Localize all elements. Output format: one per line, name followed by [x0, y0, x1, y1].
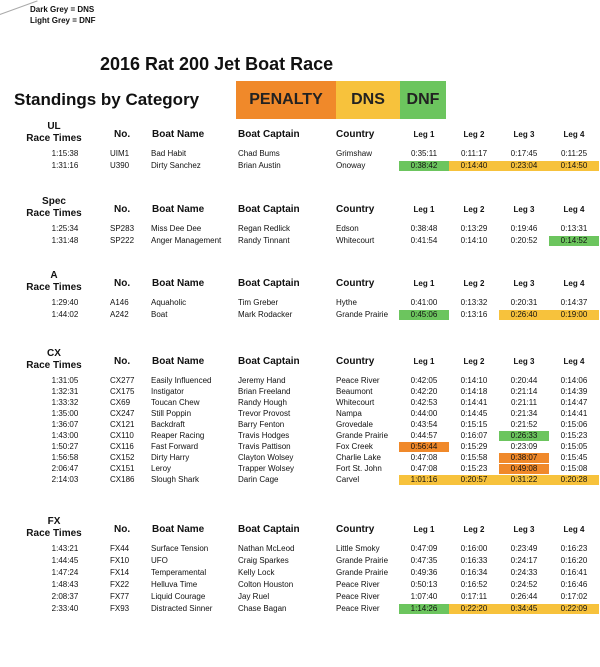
header-country: Country: [336, 278, 375, 289]
race-time: 1:31:16: [51, 161, 79, 170]
table-row: [0, 592, 600, 602]
header-leg3: Leg 3: [513, 205, 535, 214]
category-label: [14, 348, 94, 372]
leg-1-time: 0:35:11: [410, 149, 438, 158]
header-name: Boat Name: [152, 278, 205, 289]
boat-name: Reaper Racing: [151, 431, 205, 440]
table-row: [0, 420, 600, 430]
leg-3-time: 0:26:40: [499, 310, 549, 320]
leg-4-time: 0:11:25: [560, 149, 588, 158]
race-time: 2:08:37: [51, 592, 79, 601]
boat-number: CX151: [110, 464, 135, 473]
leg-1-time: 0:56:44: [399, 442, 449, 452]
leg-1-time: 0:42:05: [410, 376, 438, 385]
table-row: [0, 310, 600, 320]
table-row: [0, 580, 600, 590]
key-dns: DNS: [336, 81, 400, 119]
table-row: [0, 431, 600, 441]
category-race-times-label: Race Times: [26, 360, 82, 371]
leg-2-time: 0:15:29: [460, 442, 488, 451]
leg-4-time: 0:14:06: [560, 376, 588, 385]
boat-name: Helluva Time: [151, 580, 198, 589]
boat-name: Liquid Courage: [151, 592, 206, 601]
race-time: 2:14:03: [51, 475, 79, 484]
boat-name: Aquaholic: [151, 298, 187, 307]
boat-captain: Kelly Lock: [238, 568, 275, 577]
header-country: Country: [336, 204, 375, 215]
boat-name: Boat: [151, 310, 168, 319]
country: Hythe: [336, 298, 357, 307]
leg-4-time: 0:16:20: [560, 556, 588, 565]
leg-1-time: 0:44:57: [410, 431, 438, 440]
boat-number: FX10: [110, 556, 130, 565]
leg-1-time: 0:38:48: [410, 224, 438, 233]
leg-3-time: 0:24:17: [510, 556, 538, 565]
country: Grande Prairie: [336, 431, 389, 440]
leg-4-time: 0:15:23: [560, 431, 588, 440]
table-row: [0, 556, 600, 566]
page-subtitle: Standings by Category: [14, 90, 200, 109]
leg-1-time: 0:43:54: [410, 420, 438, 429]
category-label: [14, 270, 94, 294]
boat-name: Miss Dee Dee: [151, 224, 202, 233]
leg-2-time: 0:13:32: [460, 298, 488, 307]
leg-2-time: 0:14:18: [460, 387, 488, 396]
leg-4-time: 0:19:00: [549, 310, 599, 320]
note-dark-grey: Dark Grey = DNS: [30, 5, 95, 14]
leg-4-time: 0:15:06: [560, 420, 588, 429]
boat-name: Backdraft: [151, 420, 185, 429]
header-leg1: Leg 1: [413, 525, 435, 534]
leg-3-time: 0:49:08: [499, 464, 549, 474]
boat-name: Toucan Chew: [151, 398, 200, 407]
boat-name: Dirty Sanchez: [151, 161, 201, 170]
leg-1-time: 0:45:06: [399, 310, 449, 320]
boat-name: Surface Tension: [151, 544, 209, 553]
category-label: [14, 196, 94, 220]
header-leg4: Leg 4: [563, 130, 585, 139]
leg-4-time: 0:20:28: [549, 475, 599, 485]
key-penalty: PENALTY: [236, 81, 336, 119]
header-name: Boat Name: [152, 129, 205, 140]
leg-1-time: 1:07:40: [410, 592, 438, 601]
country: Carvel: [336, 475, 360, 484]
leg-1-time: 0:44:00: [410, 409, 438, 418]
boat-name: Anger Management: [151, 236, 222, 245]
race-time: 1:43:21: [51, 544, 79, 553]
leg-3-time: 0:23:49: [510, 544, 538, 553]
boat-name: Leroy: [151, 464, 172, 473]
boat-number: CX121: [110, 420, 135, 429]
table-row: [0, 387, 600, 397]
leg-1-time: 0:47:35: [410, 556, 438, 565]
leg-3-time: 0:24:52: [510, 580, 538, 589]
leg-2-time: 0:14:10: [460, 376, 488, 385]
category-name: A: [50, 270, 58, 281]
header-leg2: Leg 2: [463, 130, 485, 139]
header-leg3: Leg 3: [513, 525, 535, 534]
leg-1-time: 0:42:20: [410, 387, 438, 396]
boat-number: CX277: [110, 376, 135, 385]
leg-4-time: 0:16:41: [560, 568, 588, 577]
header-leg2: Leg 2: [463, 205, 485, 214]
header-no: No.: [114, 129, 131, 140]
header-leg1: Leg 1: [413, 130, 435, 139]
note-light-grey: Light Grey = DNF: [30, 16, 96, 25]
header-no: No.: [114, 204, 131, 215]
color-note: [30, 4, 96, 26]
header-captain: Boat Captain: [238, 129, 300, 140]
race-time: 1:32:31: [51, 387, 79, 396]
header-country: Country: [336, 129, 375, 140]
boat-number: CX110: [110, 431, 134, 440]
leg-2-time: 0:15:58: [460, 453, 488, 462]
country: Beaumont: [336, 387, 373, 396]
boat-number: FX14: [110, 568, 130, 577]
country: Grande Prairie: [336, 568, 389, 577]
race-time: 2:06:47: [51, 464, 79, 473]
header-captain: Boat Captain: [238, 356, 300, 367]
category-race-times-label: Race Times: [26, 208, 82, 219]
leg-2-time: 0:15:23: [460, 464, 488, 473]
boat-captain: Craig Sparkes: [238, 556, 289, 565]
boat-captain: Tim Greber: [238, 298, 279, 307]
leg-3-time: 0:26:44: [510, 592, 538, 601]
leg-2-time: 0:14:10: [460, 236, 488, 245]
header-country: Country: [336, 524, 375, 535]
table-row: [0, 224, 600, 234]
leg-2-time: 0:14:45: [460, 409, 488, 418]
category-name: Spec: [42, 196, 66, 207]
country: Little Smoky: [336, 544, 380, 553]
leg-3-time: 0:21:34: [510, 409, 538, 418]
leg-1-time: 0:41:54: [410, 236, 438, 245]
boat-name: Instigator: [151, 387, 184, 396]
leg-4-time: 0:22:09: [549, 604, 599, 614]
header-leg3: Leg 3: [513, 357, 535, 366]
boat-captain: Barry Fenton: [238, 420, 285, 429]
leg-3-time: 0:20:52: [510, 236, 538, 245]
boat-number: UIM1: [110, 149, 130, 158]
boat-number: CX69: [110, 398, 131, 407]
leg-4-time: 0:14:52: [549, 236, 599, 246]
leg-3-time: 0:23:09: [510, 442, 538, 451]
country: Edson: [336, 224, 359, 233]
boat-number: SP283: [110, 224, 135, 233]
boat-captain: Trapper Wolsey: [238, 464, 295, 473]
boat-number: CX247: [110, 409, 135, 418]
boat-number: CX116: [110, 442, 134, 451]
leg-2-time: 0:14:41: [460, 398, 488, 407]
leg-4-time: 0:14:50: [549, 161, 599, 171]
race-time: 1:25:34: [51, 224, 79, 233]
boat-captain: Nathan McLeod: [238, 544, 295, 553]
race-time: 1:48:43: [51, 580, 79, 589]
race-time: 1:36:07: [51, 420, 79, 429]
leg-2-time: 0:15:15: [460, 420, 488, 429]
header-leg3: Leg 3: [513, 279, 535, 288]
boat-captain: Jay Ruel: [238, 592, 270, 601]
boat-number: CX186: [110, 475, 135, 484]
boat-captain: Chad Bums: [238, 149, 280, 158]
race-time: 1:44:45: [51, 556, 79, 565]
header-leg3: Leg 3: [513, 130, 535, 139]
leg-2-time: 0:22:20: [449, 604, 499, 614]
category-name: UL: [47, 121, 61, 132]
leg-4-time: 0:14:41: [560, 409, 588, 418]
header-no: No.: [114, 356, 131, 367]
leg-4-time: 0:16:23: [560, 544, 588, 553]
header-leg4: Leg 4: [563, 205, 585, 214]
boat-captain: Brian Freeland: [238, 387, 291, 396]
table-row: [0, 464, 600, 474]
header-leg1: Leg 1: [413, 279, 435, 288]
boat-captain: Travis Pattison: [238, 442, 291, 451]
boat-captain: Darin Cage: [238, 475, 279, 484]
boat-number: SP222: [110, 236, 135, 245]
leg-1-time: 0:50:13: [410, 580, 438, 589]
country: Grovedale: [336, 420, 373, 429]
leg-3-time: 0:21:14: [510, 387, 538, 396]
boat-captain: Brian Austin: [238, 161, 281, 170]
header-captain: Boat Captain: [238, 278, 300, 289]
key-dnf: DNF: [400, 81, 446, 119]
table-row: [0, 376, 600, 386]
category-race-times-label: Race Times: [26, 528, 82, 539]
boat-number: A146: [110, 298, 129, 307]
country: Fort St. John: [336, 464, 382, 473]
category-race-times-label: Race Times: [26, 133, 82, 144]
table-row: [0, 568, 600, 578]
race-time: 1:47:24: [51, 568, 79, 577]
boat-captain: Colton Houston: [238, 580, 294, 589]
header-leg4: Leg 4: [563, 525, 585, 534]
boat-captain: Randy Hough: [238, 398, 287, 407]
boat-number: U390: [110, 161, 130, 170]
header-leg1: Leg 1: [413, 357, 435, 366]
leg-1-time: 1:14:26: [399, 604, 449, 614]
leg-3-time: 0:21:52: [510, 420, 538, 429]
boat-name: Still Poppin: [151, 409, 192, 418]
boat-number: FX77: [110, 592, 130, 601]
leg-4-time: 0:14:47: [560, 398, 588, 407]
country: Grande Prairie: [336, 556, 389, 565]
boat-captain: Jeremy Hand: [238, 376, 286, 385]
boat-name: Slough Shark: [151, 475, 200, 484]
leg-2-time: 0:14:40: [449, 161, 499, 171]
table-row: [0, 442, 600, 452]
leg-4-time: 0:15:08: [560, 464, 588, 473]
leg-1-time: 0:38:42: [399, 161, 449, 171]
leg-4-time: 0:14:39: [560, 387, 588, 396]
boat-captain: Clayton Wolsey: [238, 453, 294, 462]
header-leg2: Leg 2: [463, 525, 485, 534]
leg-1-time: 0:49:36: [410, 568, 438, 577]
country: Nampa: [336, 409, 362, 418]
leg-2-time: 0:16:07: [460, 431, 488, 440]
leg-3-time: 0:34:45: [499, 604, 549, 614]
race-time: 1:33:32: [51, 398, 79, 407]
leg-2-time: 0:20:57: [449, 475, 499, 485]
boat-captain: Trevor Provost: [238, 409, 291, 418]
race-time: 1:35:00: [51, 409, 79, 418]
boat-number: A242: [110, 310, 129, 319]
leg-4-time: 0:15:45: [560, 453, 588, 462]
race-time: 1:56:58: [51, 453, 79, 462]
boat-captain: Mark Rodacker: [238, 310, 293, 319]
table-row: [0, 398, 600, 408]
table-row: [0, 161, 600, 171]
boat-number: FX93: [110, 604, 130, 613]
leg-3-time: 0:26:33: [499, 431, 549, 441]
table-row: [0, 453, 600, 463]
leg-1-time: 1:01:16: [399, 475, 449, 485]
country: Whitecourt: [336, 236, 375, 245]
leg-2-time: 0:16:00: [460, 544, 488, 553]
leg-2-time: 0:13:16: [460, 310, 488, 319]
country: Grande Prairie: [336, 310, 389, 319]
category-name: FX: [47, 516, 61, 527]
category-name: CX: [47, 348, 61, 359]
page-title: 2016 Rat 200 Jet Boat Race: [100, 54, 334, 74]
leg-2-time: 0:13:29: [460, 224, 488, 233]
country: Peace River: [336, 376, 380, 385]
header-name: Boat Name: [152, 524, 205, 535]
race-time: 1:31:48: [51, 236, 79, 245]
table-row: [0, 236, 600, 246]
boat-captain: Chase Bagan: [238, 604, 287, 613]
table-row: [0, 544, 600, 554]
race-time: 1:50:27: [51, 442, 79, 451]
country: Grimshaw: [336, 149, 373, 158]
leg-4-time: 0:16:46: [560, 580, 588, 589]
country: Charlie Lake: [336, 453, 381, 462]
leg-2-time: 0:17:11: [460, 592, 488, 601]
boat-number: FX44: [110, 544, 130, 553]
leg-3-time: 0:23:04: [499, 161, 549, 171]
leg-1-time: 0:47:09: [410, 544, 438, 553]
leg-3-time: 0:21:11: [510, 398, 538, 407]
boat-name: Bad Habit: [151, 149, 187, 158]
leg-2-time: 0:11:17: [460, 149, 488, 158]
race-time: 1:43:00: [51, 431, 79, 440]
table-row: [0, 298, 600, 308]
leg-3-time: 0:17:45: [510, 149, 538, 158]
leg-3-time: 0:31:22: [499, 475, 549, 485]
header-leg4: Leg 4: [563, 357, 585, 366]
header-no: No.: [114, 524, 131, 535]
boat-number: CX175: [110, 387, 135, 396]
boat-name: UFO: [151, 556, 168, 565]
table-row: [0, 149, 600, 159]
leg-1-time: 0:41:00: [410, 298, 438, 307]
header-name: Boat Name: [152, 204, 205, 215]
boat-number: FX22: [110, 580, 130, 589]
boat-captain: Regan Redlick: [238, 224, 291, 233]
leg-3-time: 0:19:46: [510, 224, 538, 233]
header-captain: Boat Captain: [238, 204, 300, 215]
header-leg2: Leg 2: [463, 357, 485, 366]
country: Peace River: [336, 604, 380, 613]
header-no: No.: [114, 278, 131, 289]
header-name: Boat Name: [152, 356, 205, 367]
leg-1-time: 0:47:08: [410, 464, 438, 473]
boat-name: Temperamental: [151, 568, 207, 577]
leg-2-time: 0:16:52: [460, 580, 488, 589]
header-captain: Boat Captain: [238, 524, 300, 535]
leg-2-time: 0:16:34: [460, 568, 488, 577]
country: Onoway: [336, 161, 366, 170]
table-row: [0, 475, 600, 485]
category-label: [14, 121, 94, 145]
race-time: 1:44:02: [51, 310, 79, 319]
race-time: 1:31:05: [51, 376, 79, 385]
country: Peace River: [336, 580, 380, 589]
boat-number: CX152: [110, 453, 135, 462]
leg-1-time: 0:42:53: [410, 398, 438, 407]
header-leg4: Leg 4: [563, 279, 585, 288]
table-row: [0, 409, 600, 419]
country: Peace River: [336, 592, 380, 601]
boat-name: Easily Influenced: [151, 376, 212, 385]
leg-4-time: 0:17:02: [560, 592, 588, 601]
boat-name: Distracted Sinner: [151, 604, 213, 613]
leg-1-time: 0:47:08: [410, 453, 438, 462]
leg-4-time: 0:13:31: [560, 224, 588, 233]
leg-4-time: 0:14:37: [560, 298, 588, 307]
boat-captain: Randy Tinnant: [238, 236, 290, 245]
header-leg1: Leg 1: [413, 205, 435, 214]
category-label: [14, 516, 94, 540]
boat-name: Fast Forward: [151, 442, 199, 451]
boat-name: Dirty Harry: [151, 453, 190, 462]
race-time: 2:33:40: [51, 604, 79, 613]
leg-2-time: 0:16:33: [460, 556, 488, 565]
table-row: [0, 604, 600, 614]
header-leg2: Leg 2: [463, 279, 485, 288]
country: Whitecourt: [336, 398, 375, 407]
header-country: Country: [336, 356, 375, 367]
country: Fox Creek: [336, 442, 373, 451]
leg-3-time: 0:38:07: [499, 453, 549, 463]
leg-3-time: 0:20:44: [510, 376, 538, 385]
leg-3-time: 0:24:33: [510, 568, 538, 577]
race-time: 1:15:38: [51, 149, 79, 158]
race-time: 1:29:40: [51, 298, 79, 307]
leg-3-time: 0:20:31: [510, 298, 538, 307]
leg-4-time: 0:15:05: [560, 442, 588, 451]
boat-captain: Travis Hodges: [238, 431, 290, 440]
category-race-times-label: Race Times: [26, 282, 82, 293]
